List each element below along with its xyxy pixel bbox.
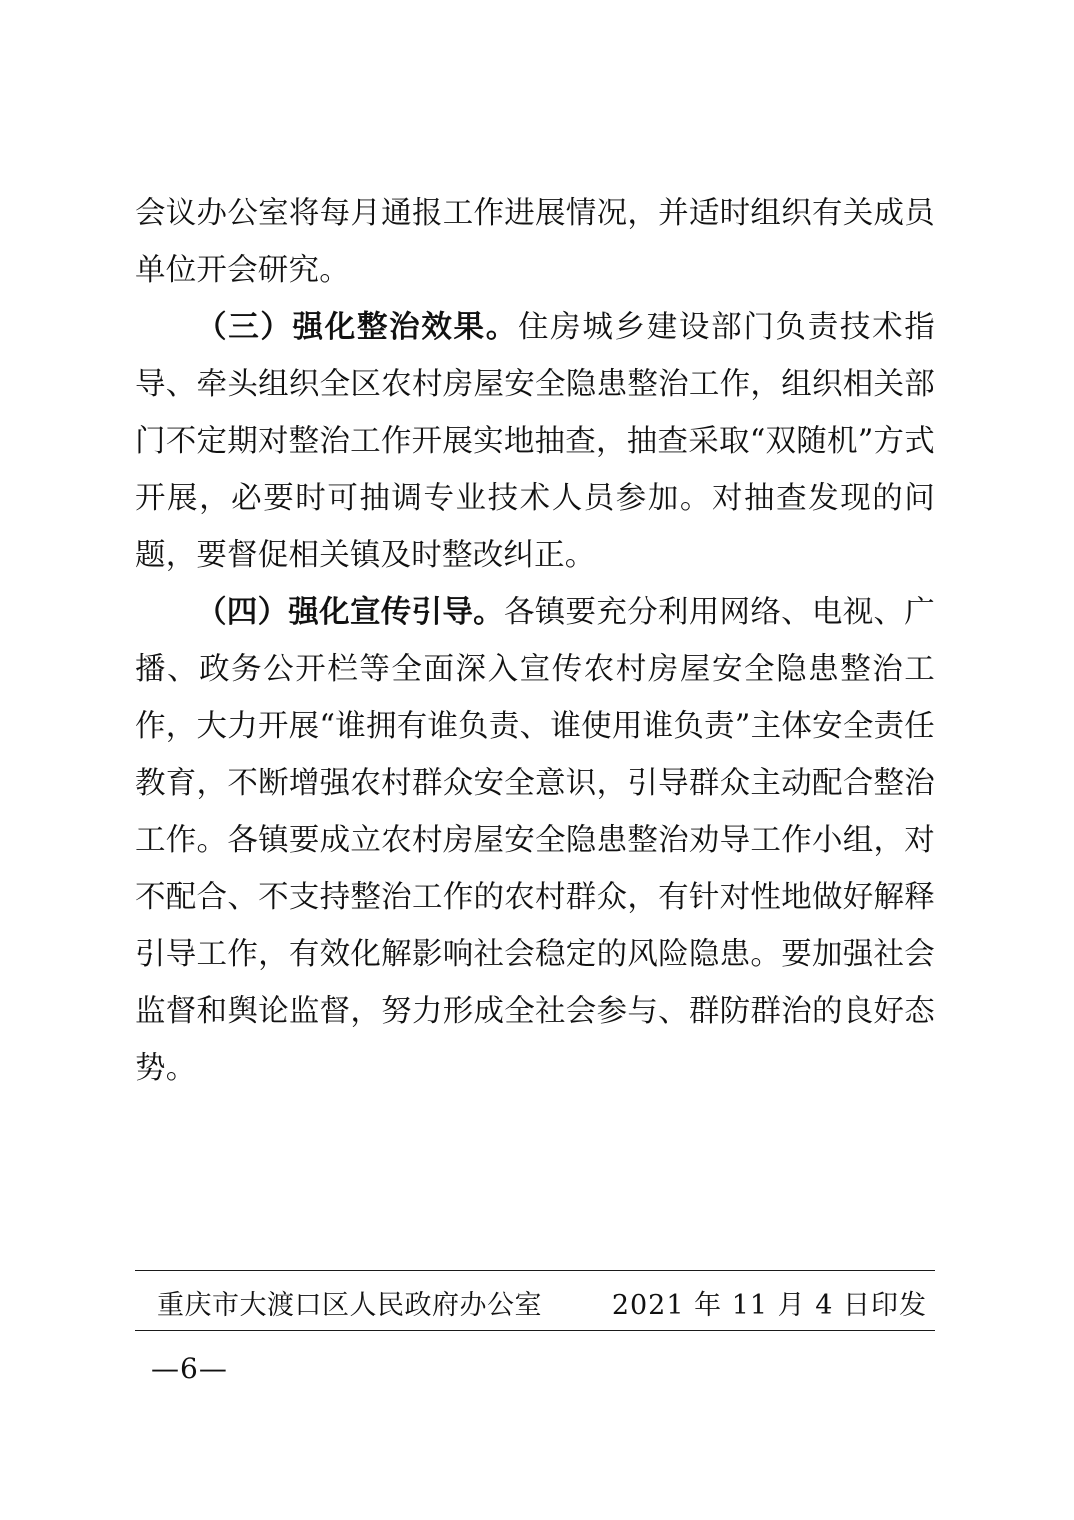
paragraph-section-three [135, 299, 935, 584]
paragraph-section-four [135, 584, 935, 1097]
document-body [135, 185, 935, 1097]
footer-divider-top [135, 1270, 935, 1271]
document-footer [135, 1276, 935, 1328]
footer-divider-bottom [135, 1330, 935, 1331]
paragraph-text: 会议办公室将每月通报工作进展情况，并适时组织有关成员单位开会研究。 [135, 196, 935, 288]
footer-issue-date: 2021 年 11 月 4 日印发 [611, 1289, 927, 1321]
section-heading-three: （三）强化整治效果。 [196, 309, 518, 345]
section-heading-four: （四）强化宣传引导。 [196, 594, 504, 630]
footer-issuer: 重庆市大渡口区人民政府办公室 [157, 1289, 542, 1321]
paragraph-text: 住房城乡建设部门负责技术指导、牵头组织全区农村房屋安全隐患整治工作，组织相关部门不定期对整治工作开展实地抽查，抽查采取“双随机”方式开展，必要时可抽调专业技术人员参加。对抽查发现的问题，要督促相关镇及时整改纠正。 [135, 310, 935, 573]
page-number: —6— [151, 1352, 228, 1385]
paragraph-continued [135, 185, 935, 299]
paragraph-text: 各镇要充分利用网络、电视、广播、政务公开栏等全面深入宣传农村房屋安全隐患整治工作，大力开展“谁拥有谁负责、谁使用谁负责”主体安全责任教育，不断增强农村群众安全意识，引导群众主动配合整治工作。各镇要成立农村房屋安全隐患整治劝导工作小组，对不配合、不支持整治工作的农村群众，有针对性地做好解释引导工作，有效化解影响社会稳定的风险隐患。要加强社会监督和舆论监督，努力形成全社会参与、群防群治的良好态势。 [135, 595, 935, 1086]
